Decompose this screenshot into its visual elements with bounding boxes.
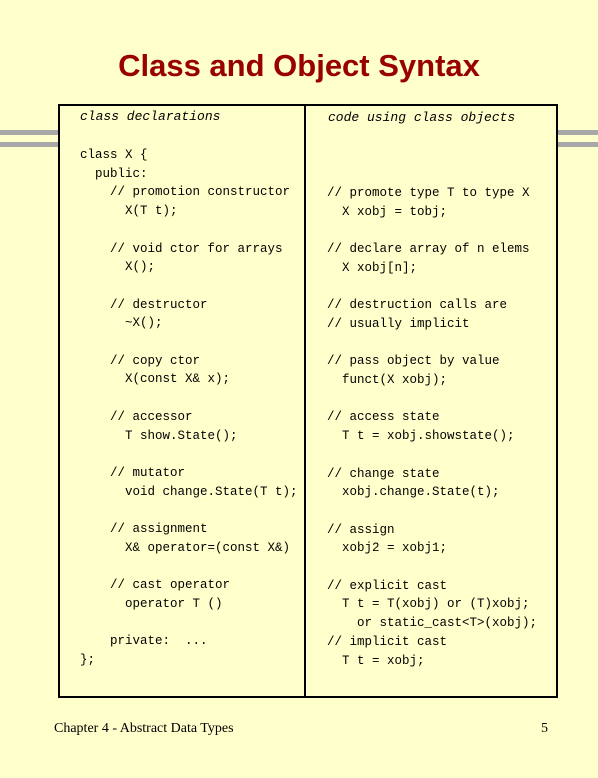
- right-divider-rule: [556, 130, 598, 135]
- footer-chapter-text: Chapter 4 - Abstract Data Types: [54, 721, 234, 736]
- right-divider-rule-lower: [556, 142, 598, 147]
- left-divider-rule: [0, 130, 60, 135]
- left-column-heading: class declarations: [80, 109, 221, 124]
- slide-title: Class and Object Syntax: [118, 48, 480, 83]
- page-number: 5: [541, 721, 548, 736]
- left-divider-rule-lower: [0, 142, 60, 147]
- class-declarations-code: class X { public: // promotion constructor X(T t); // void ctor for arrays X(); // destructor ~X(); // copy ctor X(const X& x); // accessor T show.State(); // mutator void change.State(T t); // assignment X& operator=(const X&) // cast operator operator T () private: ... };: [80, 148, 298, 667]
- class-usage-code: // promote type T to type X X xobj = tobj; // declare array of n elems X xobj[n]; // destruction calls are // usually implicit // pass object by value funct(X xobj); // access state T t = xobj.showstate(); // change state xobj.change.State(t); // assign xobj2 = xobj1; // explicit cast T t = T(xobj) or (T)xobj; or static_cast<T>(xobj); // implicit cast T t = xobj;: [327, 186, 538, 668]
- right-column-heading: code using class objects: [328, 110, 516, 125]
